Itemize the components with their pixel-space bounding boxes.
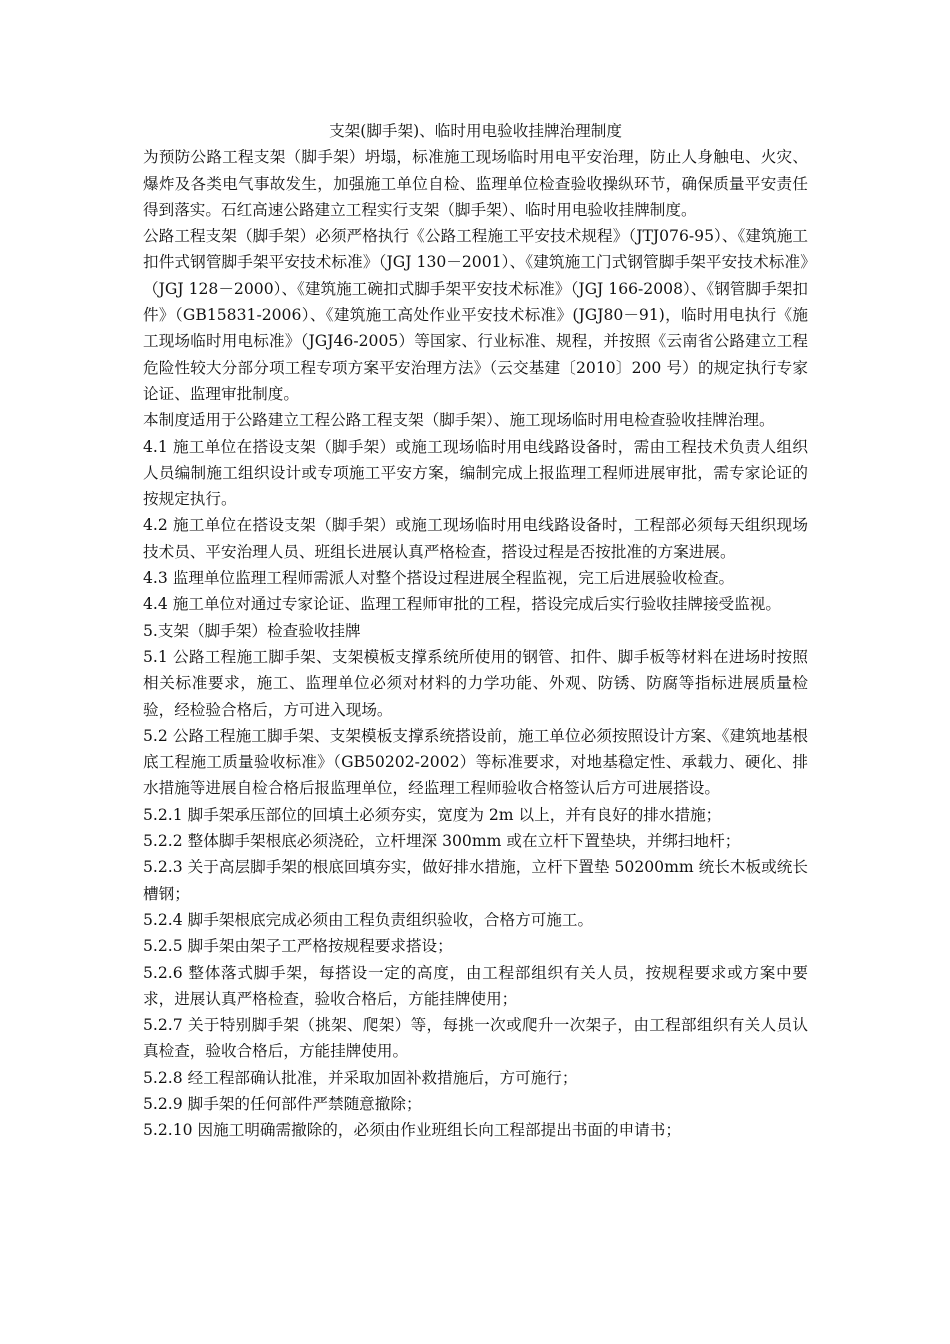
paragraph-4-3: 4.3 监理单位监理工程师需派人对整个搭设过程进展全程监视，完工后进展验收检查。: [143, 569, 735, 588]
paragraph-4-2: 4.2 施工单位在搭设支架（脚手架）或施工现场临时用电线路设备时，工程部必须每天组织现场技术员、平安治理人员、班组长进展认真严格检查，搭设过程是否按批准的方案进展。: [143, 516, 808, 561]
paragraph-5-2-3: 5.2.3 关于高层脚手架的根底回填夯实，做好排水措施，立杆下置垫 50200mm 统长木板或统长槽钢；: [143, 858, 808, 903]
document-body: [143, 118, 808, 1144]
paragraph-5-2-1: 5.2.1 脚手架承压部位的回填土必须夯实，宽度为 2m 以上，并有良好的排水措施；: [143, 805, 722, 824]
paragraph-5-2-9: 5.2.9 脚手架的任何部件严禁随意撤除；: [143, 1094, 422, 1113]
paragraph-scope: 本制度适用于公路建立工程公路工程支架（脚手架）、施工现场临时用电检查验收挂牌治理。: [143, 411, 775, 430]
paragraph-4-1: 4.1 施工单位在搭设支架（脚手架）或施工现场临时用电线路设备时，需由工程技术负责人组织人员编制施工组织设计或专项施工平安方案，编制完成上报监理工程师进展审批，需专家论证的按规定执行。: [143, 437, 808, 509]
paragraph-5-1: 5.1 公路工程施工脚手架、支架模板支撑系统所使用的钢管、扣件、脚手板等材料在进场时按照相关标准要求，施工、监理单位必须对材料的力学功能、外观、防锈、防腐等指标进展质量检验，经检验合格后，方可进入现场。: [143, 647, 808, 719]
paragraph-4-4: 4.4 施工单位对通过专家论证、监理工程师审批的工程，搭设完成后实行验收挂牌接受监视。: [143, 595, 781, 614]
paragraph-standards: 公路工程支架（脚手架）必须严格执行《公路工程施工平安技术规程》（JTJ076-95）、《建筑施工扣件式钢管脚手架平安技术标准》（JGJ 130－2001）、《建筑施工门式钢管脚手架平安技术标准》（JGJ 128－2000）、《建筑施工碗扣式脚手架平安技术标准》（JGJ 166-2008）、《钢管脚手架扣件》（GB15831-2006）、《建筑施工高处作业平安技术标准》(JGJ80－91)，临时用电执行《施工现场临时用电标准》（JGJ46-2005）等国家、行业标准、规程，并按照《云南省公路建立工程危险性较大分部分项工程专项方案平安治理方法》（云交基建〔2010〕200 号）的规定执行专家论证、监理审批制度。: [143, 227, 808, 403]
paragraph-5-2-10: 5.2.10 因施工明确需撤除的，必须由作业班组长向工程部提出书面的申请书；: [143, 1121, 681, 1140]
paragraph-5-2-8: 5.2.8 经工程部确认批准，并采取加固补救措施后，方可施行；: [143, 1068, 578, 1087]
paragraph-intro: 为预防公路工程支架（脚手架）坍塌，标准施工现场临时用电平安治理，防止人身触电、火灾、爆炸及各类电气事故发生，加强施工单位自检、监理单位检查验收操纵环节，确保质量平安责任得到落实。石红高速公路建立工程实行支架（脚手架）、临时用电验收挂牌制度。: [143, 148, 808, 219]
paragraph-5-2-6: 5.2.6 整体落式脚手架，每搭设一定的高度，由工程部组织有关人员，按规程要求或方案中要求，进展认真严格检查，验收合格后，方能挂牌使用；: [143, 963, 808, 1008]
paragraph-5-2: 5.2 公路工程施工脚手架、支架模板支撑系统搭设前，施工单位必须按照设计方案、《建筑地基根底工程施工质量验收标准》（GB50202-2002）等标准要求，对地基稳定性、承载力、硬化、排水措施等进展自检合格后报监理单位，经监理工程师验收合格签认后方可进展搭设。: [143, 726, 808, 798]
section-heading-5: 5.支架（脚手架）检查验收挂牌: [143, 621, 361, 640]
document-title: 支架(脚手架)、临时用电验收挂牌治理制度: [329, 122, 622, 140]
paragraph-5-2-5: 5.2.5 脚手架由架子工严格按规程要求搭设；: [143, 937, 453, 956]
paragraph-5-2-4: 5.2.4 脚手架根底完成必须由工程负责组织验收，合格方可施工。: [143, 910, 594, 929]
paragraph-5-2-2: 5.2.2 整体脚手架根底必须浇砼，立杆埋深 300mm 或在立杆下置垫块，并绑扫地杆；: [143, 832, 741, 851]
paragraph-5-2-7: 5.2.7 关于特别脚手架（挑架、爬架）等，每挑一次或爬升一次架子，由工程部组织有关人员认真检查，验收合格后，方能挂牌使用。: [143, 1016, 808, 1061]
